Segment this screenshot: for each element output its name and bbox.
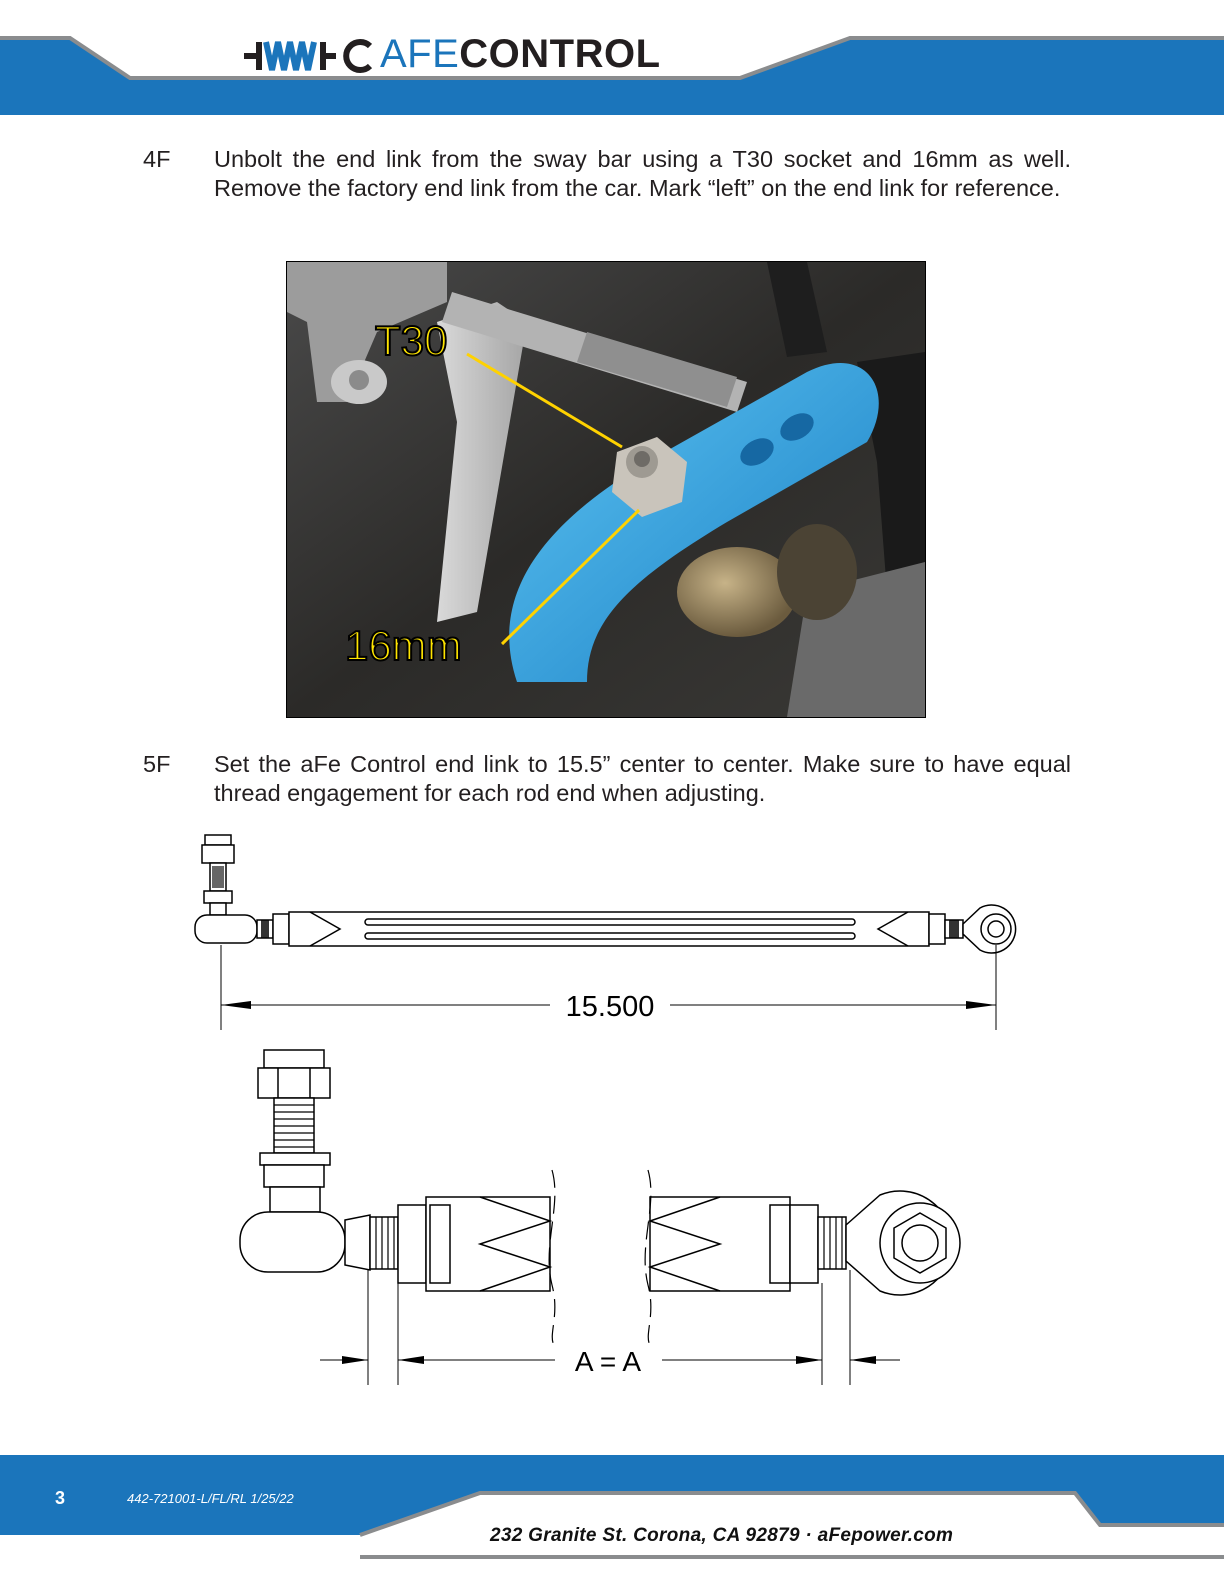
step-number: 4F bbox=[143, 146, 171, 172]
label-16mm: 16mm bbox=[345, 622, 462, 669]
step-number: 5F bbox=[143, 751, 171, 777]
step-4f bbox=[143, 145, 1073, 235]
brand-wordmark bbox=[380, 32, 661, 77]
page-number: 3 bbox=[55, 1488, 66, 1508]
photo-illustration bbox=[287, 262, 925, 717]
end-link-diagram bbox=[180, 830, 1040, 1040]
end-link-detail-diagram bbox=[230, 1045, 990, 1390]
document-code: 442-721001-L/FL/RL 1/25/22 bbox=[127, 1491, 294, 1506]
step-5f bbox=[143, 750, 1073, 812]
step-text: Unbolt the end link from the sway bar using a T30 socket and 16mm as well. Remove the factory end link from the car. Mark “left” on the end link for reference. bbox=[214, 146, 1071, 201]
step-text: Set the aFe Control end link to 15.5” center to center. Make sure to have equal thread engagement for each rod end when adjusting. bbox=[214, 751, 1071, 806]
label-t30: T30 bbox=[375, 317, 448, 364]
company-address: 232 Granite St. Corona, CA 92879 · aFepower.com bbox=[490, 1525, 954, 1546]
afe-control-logo-icon bbox=[244, 38, 374, 74]
brand-control: CONTROL bbox=[459, 32, 661, 76]
equal-length-label: A = A bbox=[574, 1346, 642, 1377]
footer-band bbox=[0, 1455, 1224, 1584]
end-link-photo bbox=[286, 261, 926, 718]
page-header bbox=[0, 0, 1224, 120]
dimension-label: 15.500 bbox=[565, 991, 655, 1023]
brand-afe: AFE bbox=[380, 32, 460, 76]
page-footer bbox=[0, 1455, 1224, 1584]
